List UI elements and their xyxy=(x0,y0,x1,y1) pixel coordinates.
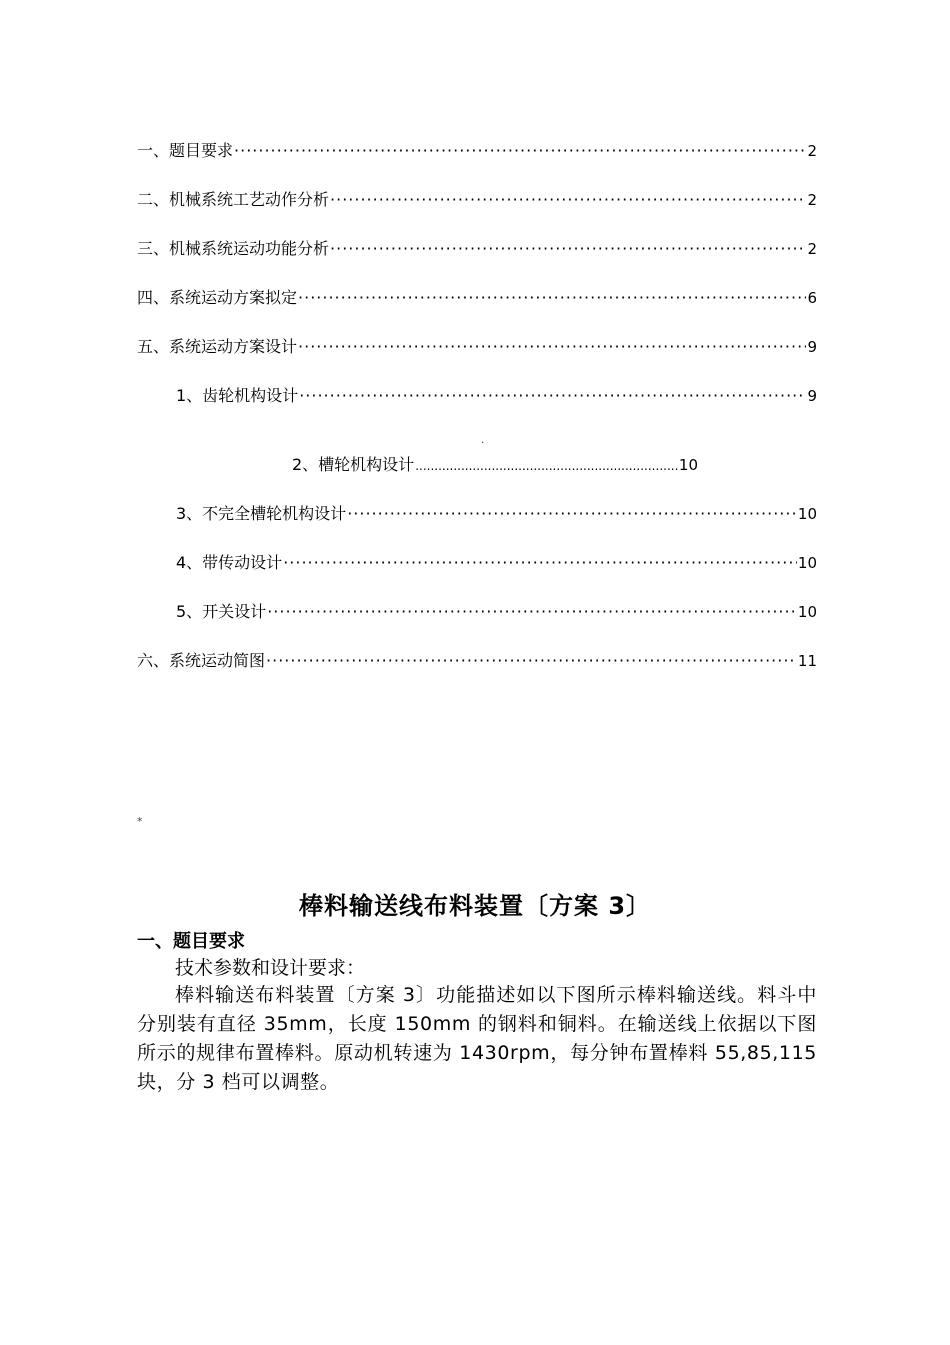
toc-entry-page: 10 xyxy=(797,603,817,621)
toc-subentry[interactable] xyxy=(176,503,817,525)
document-title: 棒料输送线布料装置〔方案 3〕 xyxy=(298,892,652,920)
toc-subentry[interactable] xyxy=(176,385,817,407)
toc-entry-page: 2 xyxy=(807,142,817,160)
toc-dot-leader xyxy=(330,189,806,211)
stray-dot-mark: · xyxy=(481,436,485,449)
toc-dot-leader xyxy=(299,385,806,407)
toc-subentry[interactable] xyxy=(292,454,698,477)
toc-entry-page: 6 xyxy=(807,289,817,307)
body-paragraph: 棒料输送布料装置〔方案 3〕功能描述如以下图所示棒料输送线。料斗中分别装有直径 35mm，长度 150mm 的钢料和铜料。在输送线上依据以下图所示的规律布置棒料。原动机转速为 1430rpm，每分钟布置棒料 55,85,115 块，分 3 档可以调整。 xyxy=(137,984,817,1093)
toc-entry-label: 5、开关设计 xyxy=(176,602,267,621)
toc-entry-page: 2 xyxy=(807,240,817,258)
toc-dot-leader xyxy=(298,336,806,358)
toc-dot-leader xyxy=(298,287,806,309)
toc-entry-label: 四、系统运动方案拟定 xyxy=(137,288,298,307)
toc-entry-label: 二、机械系统工艺动作分析 xyxy=(137,190,330,209)
toc-entry-page: 10 xyxy=(797,554,817,572)
toc-dot-leader xyxy=(267,601,797,623)
toc-dot-leader xyxy=(283,552,797,574)
toc-entry-page: 2 xyxy=(807,191,817,209)
toc-subentry[interactable] xyxy=(176,601,817,623)
toc-dot-leader xyxy=(415,455,678,477)
toc-entry-label: 2、槽轮机构设计 xyxy=(292,455,415,474)
toc-entry-label: 一、题目要求 xyxy=(137,141,234,160)
toc-dot-leader xyxy=(347,503,797,525)
toc-dot-leader xyxy=(330,238,806,260)
toc-entry[interactable] xyxy=(137,238,817,260)
toc-entry-label: 六、系统运动简图 xyxy=(137,651,266,670)
toc-subentry[interactable] xyxy=(176,552,817,574)
body-paragraph: 技术参数和设计要求： xyxy=(175,957,366,979)
toc-entry-label: 1、齿轮机构设计 xyxy=(176,386,299,405)
toc-dot-leader xyxy=(234,140,806,162)
stray-asterisk-mark: * xyxy=(137,815,143,828)
toc-entry-page: 9 xyxy=(807,387,817,405)
toc-entry-page: 11 xyxy=(797,652,817,670)
toc-entry[interactable] xyxy=(137,140,817,162)
toc-dot-leader xyxy=(266,650,797,672)
toc-entry[interactable] xyxy=(137,650,817,672)
section-heading: 一、题目要求 xyxy=(137,931,245,952)
toc-entry-page: 10 xyxy=(678,456,698,474)
toc-entry-label: 三、机械系统运动功能分析 xyxy=(137,239,330,258)
toc-entry-label: 4、带传动设计 xyxy=(176,553,283,572)
toc-entry[interactable] xyxy=(137,287,817,309)
toc-entry-label: 3、不完全槽轮机构设计 xyxy=(176,504,347,523)
toc-entry-label: 五、系统运动方案设计 xyxy=(137,337,298,356)
toc-entry[interactable] xyxy=(137,336,817,358)
toc-entry[interactable] xyxy=(137,189,817,211)
toc-entry-page: 10 xyxy=(797,505,817,523)
toc-entry-page: 9 xyxy=(807,338,817,356)
